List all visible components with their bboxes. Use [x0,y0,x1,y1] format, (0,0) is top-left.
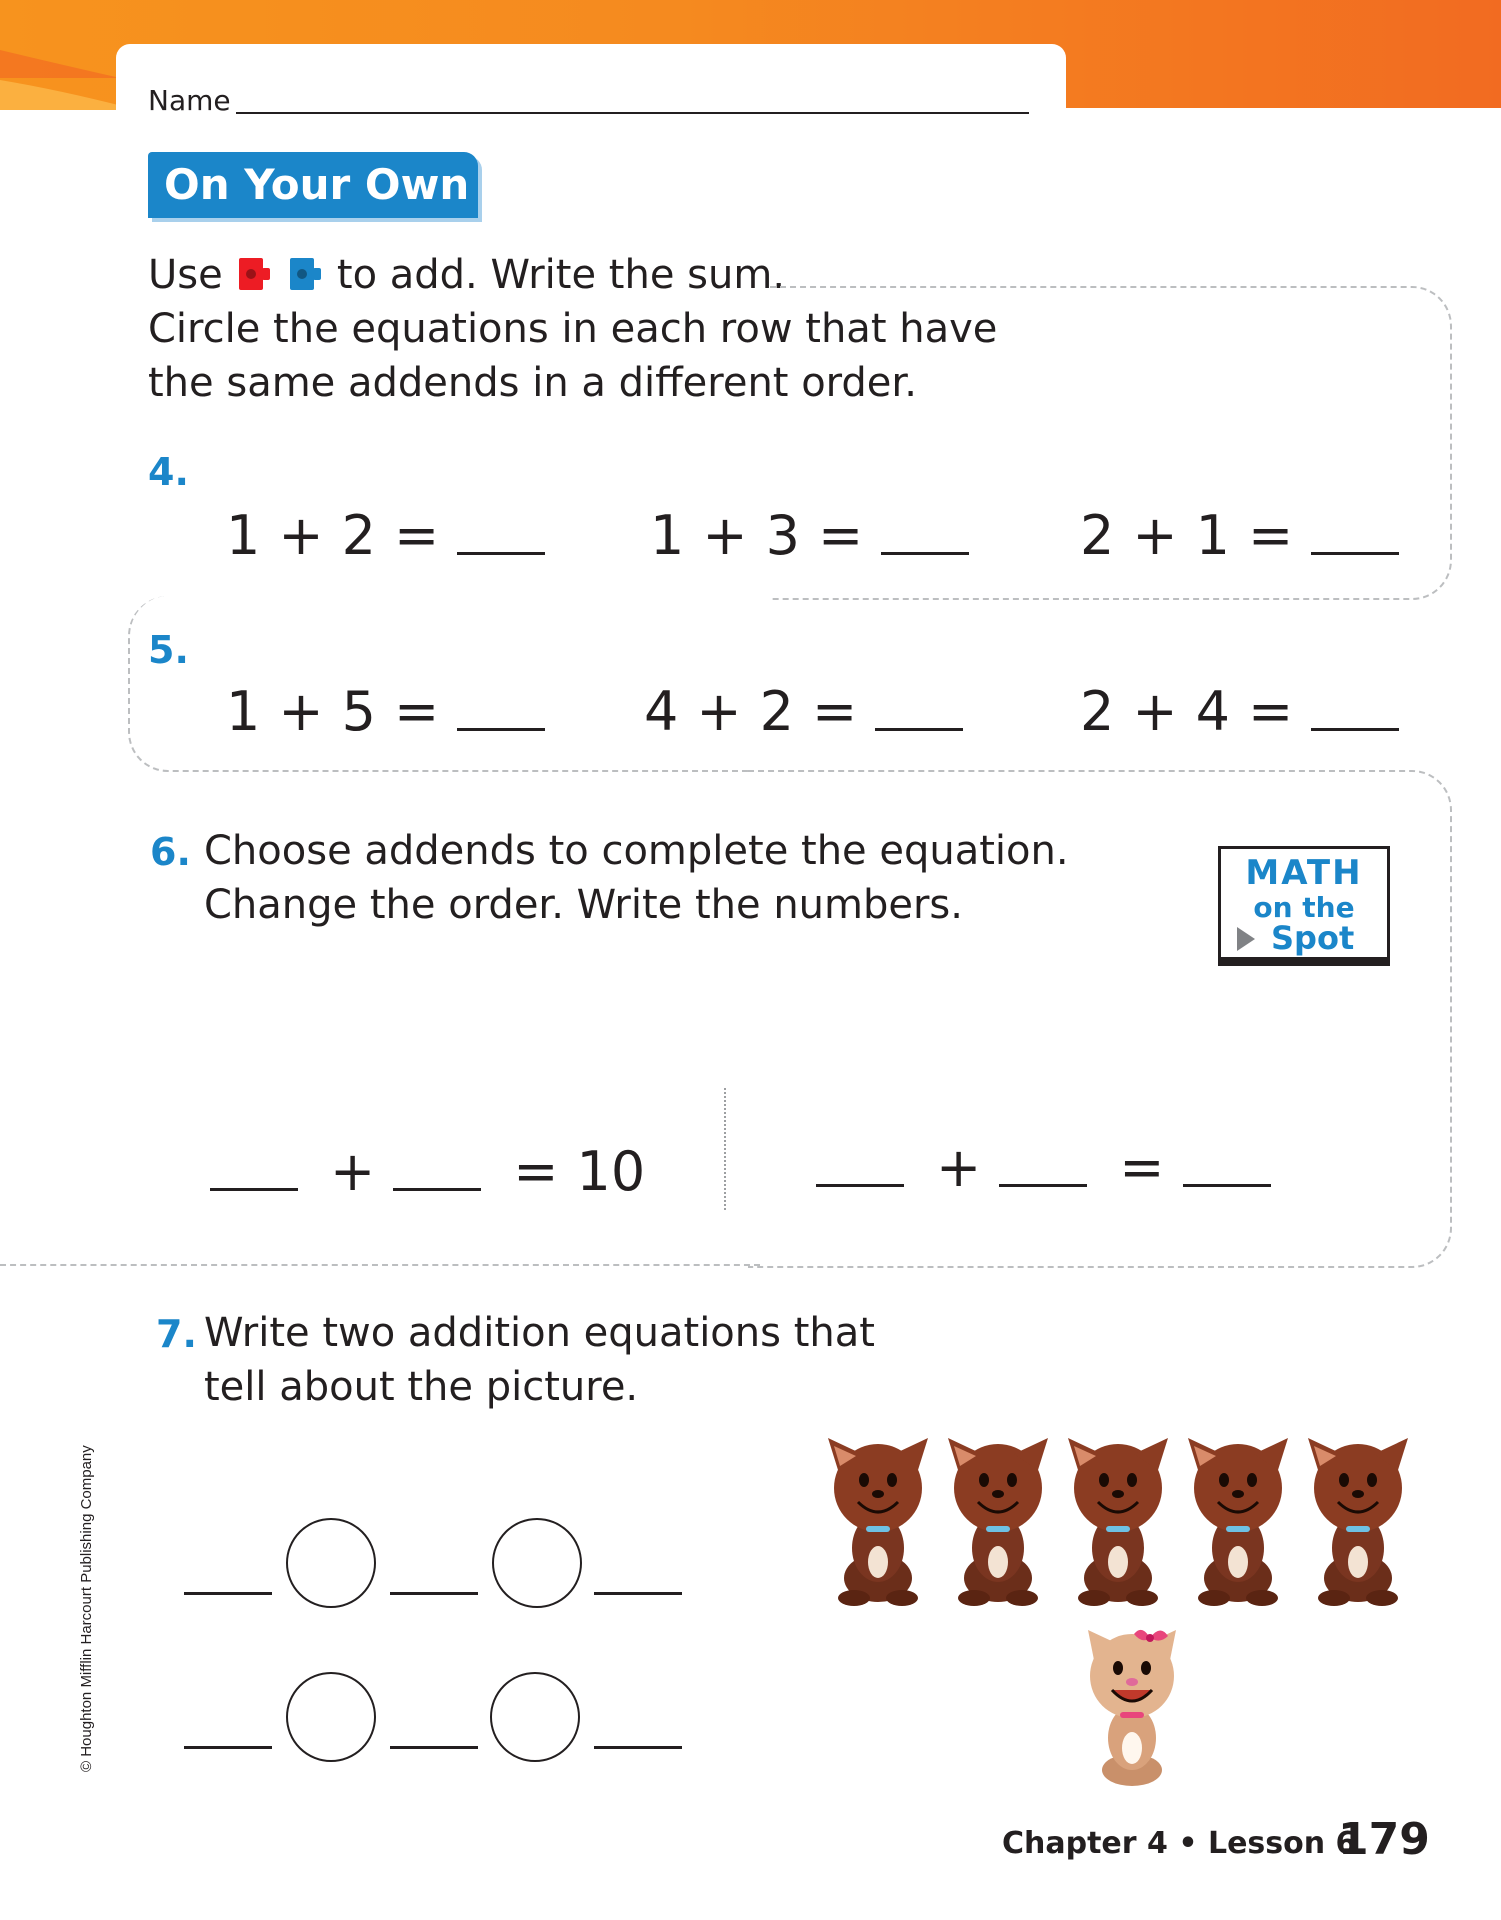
q5e3-addend-b: 4 [1195,680,1230,743]
q5-equation-3[interactable] [1080,680,1417,743]
name-write-line[interactable] [236,112,1029,114]
q6-right-sum-blank[interactable] [1183,1184,1271,1187]
q6-right-equation[interactable] [816,1136,1289,1199]
q5e3-addend-a: 2 [1080,680,1115,743]
question6-number: 6. [150,830,191,874]
q6-left-addend-2-blank[interactable] [393,1188,481,1191]
q5e1-addend-a: 1 [226,680,261,743]
question5-number: 5. [148,628,189,672]
q7-row1-operator-circle-1[interactable] [286,1518,376,1608]
q4e2-addend-a: 1 [650,504,685,567]
brown-cat-4 [1188,1438,1288,1606]
q4e2-sum-blank[interactable] [881,552,969,555]
question7-line-1: Write two addition equations that [204,1310,875,1356]
q7-row2-blank-1[interactable] [184,1746,272,1749]
tan-cat-picture [1072,1620,1192,1790]
banner-swoosh-decoration [0,40,130,110]
instruction-line-2: Circle the equations in each row that have [148,306,998,352]
brown-cat-1 [828,1438,928,1606]
instruction-line-3: the same addends in a different order. [148,360,917,406]
q4e2-addend-b: 3 [765,504,800,567]
q4-equation-3[interactable] [1080,504,1417,567]
q5e1-equals: = [393,680,440,743]
q5e2-plus: + [696,680,742,743]
q7-row2-operator-circle-2[interactable] [490,1672,580,1762]
q7-row2-blank-2[interactable] [390,1746,478,1749]
q5-equation-1[interactable] [226,680,563,743]
q5e1-addend-b: 5 [341,680,376,743]
q6-divider [724,1088,726,1210]
q7-row2-operator-circle-1[interactable] [286,1672,376,1762]
q6-left-sum: 10 [576,1140,646,1203]
q4e3-addend-a: 2 [1080,504,1115,567]
q4-equation-1[interactable] [226,504,563,567]
q4e3-equals: = [1247,504,1294,567]
q6-right-equals: = [1119,1136,1165,1199]
page-number: 179 [1338,1814,1430,1865]
play-icon [1237,927,1255,951]
q5e2-sum-blank[interactable] [875,728,963,731]
brown-cat-5 [1308,1438,1408,1606]
name-label: Name [148,84,231,117]
math-on-the-spot-button[interactable] [1218,846,1390,960]
q5e2-addend-a: 4 [644,680,679,743]
q5e1-plus: + [278,680,324,743]
blue-cube-icon [290,258,320,290]
q6-right-plus: + [936,1136,982,1199]
q7-row1-blank-3[interactable] [594,1592,682,1595]
q5e2-addend-b: 2 [759,680,794,743]
q4-equation-2[interactable] [650,504,987,567]
name-card [116,44,1066,134]
q6-right-addend-2-blank[interactable] [999,1184,1087,1187]
mots-on-the-label: on the [1253,891,1355,924]
q4e3-addend-b: 1 [1195,504,1230,567]
footer-chapter-lesson: Chapter 4 • Lesson 6 [1002,1826,1357,1861]
q4e2-equals: = [817,504,864,567]
mots-math-label: MATH [1245,853,1363,893]
brown-cat-2 [948,1438,1048,1606]
q7-row1-blank-2[interactable] [390,1592,478,1595]
instruction-use: Use [148,252,223,298]
q4e3-plus: + [1132,504,1178,567]
q7-row1-blank-1[interactable] [184,1592,272,1595]
red-cube-icon [239,258,269,290]
question6-line-1: Choose addends to complete the equation. [204,828,1069,874]
question4-number: 4. [148,450,189,494]
q4e1-addend-b: 2 [341,504,376,567]
q5e1-sum-blank[interactable] [457,728,545,731]
q5-equation-2[interactable] [644,680,981,743]
q6-left-addend-1-blank[interactable] [210,1188,298,1191]
brown-cats-picture [818,1430,1438,1610]
q6-right-addend-1-blank[interactable] [816,1184,904,1187]
q6-left-equals: = [513,1140,559,1203]
q4e2-plus: + [702,504,748,567]
q5e3-sum-blank[interactable] [1311,728,1399,731]
q4e1-equals: = [393,504,440,567]
q7-row1-operator-circle-2[interactable] [492,1518,582,1608]
q5e3-equals: = [1247,680,1294,743]
q7-row2-blank-3[interactable] [594,1746,682,1749]
q6-left-equation[interactable] [210,1140,663,1203]
q4e1-addend-a: 1 [226,504,261,567]
q5e2-equals: = [811,680,858,743]
copyright-notice: © Houghton Mifflin Harcourt Publishing Company [78,1445,95,1772]
mots-spot-label: Spot [1271,919,1355,957]
q4e3-sum-blank[interactable] [1311,552,1399,555]
question7-number: 7. [156,1312,197,1356]
question6-line-2: Change the order. Write the numbers. [204,882,963,928]
question7-line-2: tell about the picture. [204,1364,639,1410]
instruction-line-1 [148,248,785,302]
brown-cat-3 [1068,1438,1168,1606]
q5e3-plus: + [1132,680,1178,743]
on-your-own-banner: On Your Own [148,152,478,218]
instruction-to-add: to add. Write the sum. [336,252,786,298]
q4e1-sum-blank[interactable] [457,552,545,555]
q6-left-plus: + [330,1140,376,1203]
q4e1-plus: + [278,504,324,567]
question6-dashed-border-bottom [0,1264,760,1266]
